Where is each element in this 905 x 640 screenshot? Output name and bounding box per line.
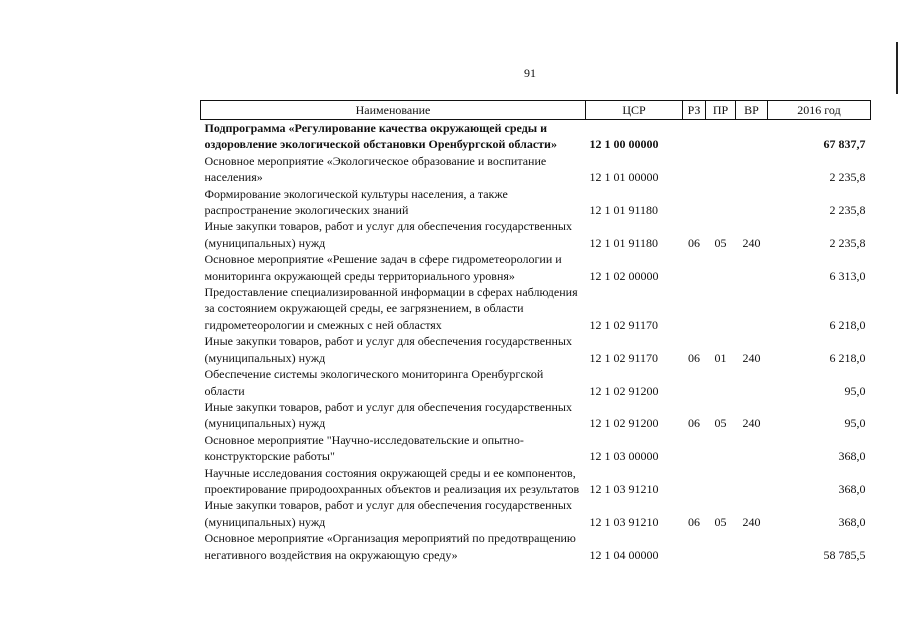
row-sum: 2 235,8 (829, 235, 866, 250)
row-csr: 12 1 03 00000 (589, 449, 659, 464)
row-sum: 368,0 (838, 481, 866, 496)
row-sum: 2 235,8 (829, 203, 866, 218)
row-csr: 12 1 02 00000 (589, 268, 659, 283)
row-sum: 368,0 (838, 514, 866, 529)
row-vr (736, 153, 768, 186)
row-name: Иные закупки товаров, работ и услуг для обеспечения государственных (муниципальных) нужд (204, 498, 572, 529)
row-pr (706, 251, 736, 284)
row-sum: 6 218,0 (829, 317, 866, 332)
header-name: Наименование (201, 101, 586, 120)
row-rz (683, 186, 706, 219)
row-name: Иные закупки товаров, работ и услуг для обеспечения государственных (муниципальных) нужд (204, 219, 572, 250)
header-pr: ПР (706, 101, 736, 120)
row-name: Основное мероприятие "Научно-исследовательские и опытно-конструкторские работы" (204, 432, 524, 464)
row-vr (736, 186, 768, 219)
table-row (201, 120, 871, 153)
table-row (201, 530, 871, 563)
row-pr: 05 (714, 416, 727, 431)
row-csr: 12 1 03 91210 (589, 481, 659, 496)
row-pr (706, 153, 736, 186)
row-csr: 12 1 01 00000 (589, 170, 659, 185)
row-vr (736, 432, 768, 465)
row-csr: 12 1 01 91180 (589, 235, 659, 250)
row-name: Обеспечение системы экологического мониторинга Оренбургской области (204, 367, 544, 398)
row-csr: 12 1 03 91210 (589, 514, 659, 529)
row-vr: 240 (742, 514, 761, 529)
row-vr: 240 (742, 235, 761, 250)
table-header-row (201, 101, 871, 120)
budget-table (200, 100, 871, 563)
row-rz: 06 (688, 350, 700, 365)
row-pr: 05 (714, 235, 727, 250)
row-rz (683, 284, 706, 333)
row-vr (736, 530, 768, 563)
row-csr: 12 1 04 00000 (589, 547, 659, 562)
header-csr: ЦСР (586, 101, 683, 120)
header-rz: РЗ (683, 101, 706, 120)
row-csr: 12 1 02 91170 (589, 350, 659, 365)
row-vr: 240 (742, 416, 761, 431)
row-rz (683, 465, 706, 498)
row-name: Основное мероприятие «Экологическое образование и воспитание населения» (204, 153, 547, 185)
table-row (201, 284, 871, 333)
row-rz (683, 120, 706, 153)
row-rz: 06 (688, 416, 700, 431)
row-sum: 58 785,5 (823, 547, 866, 562)
row-vr: 240 (742, 350, 761, 365)
row-pr: 05 (714, 514, 727, 529)
row-pr (706, 186, 736, 219)
row-csr: 12 1 02 91200 (589, 383, 659, 398)
row-rz (683, 432, 706, 465)
row-sum: 95,0 (844, 416, 866, 431)
row-rz (683, 251, 706, 284)
table-row (201, 465, 871, 498)
row-name: Предоставление специализированной информации в сферах наблюдения за состоянием окружающей среды, ее загрязнением, в области гидрометеорологии и смежных с ней областях (204, 285, 578, 332)
row-csr: 12 1 02 91200 (589, 416, 659, 431)
table-row (201, 497, 871, 530)
scan-edge-line (896, 42, 898, 94)
table-row (201, 251, 871, 284)
header-year: 2016 год (768, 101, 871, 120)
row-pr (706, 465, 736, 498)
row-rz (683, 153, 706, 186)
table-row (201, 432, 871, 465)
row-rz: 06 (688, 514, 700, 529)
row-pr (706, 530, 736, 563)
row-rz: 06 (688, 235, 700, 250)
row-csr: 12 1 02 91170 (589, 317, 659, 332)
row-csr: 12 1 00 00000 (589, 137, 659, 152)
table-row (201, 218, 871, 251)
row-sum: 368,0 (838, 449, 866, 464)
table-row (201, 333, 871, 366)
row-name: Формирование экологической культуры населения, а также распространение экологических знаний (204, 186, 508, 218)
row-vr (736, 284, 768, 333)
row-name: Научные исследования состояния окружающей среды и ее компонентов, проектирование природоохранных объектов и реализация их результатов (204, 465, 580, 496)
row-vr (736, 251, 768, 284)
row-name: Подпрограмма «Регулирование качества окружающей среды и оздоровление экологической обстановки Оренбургской области» (204, 121, 557, 152)
row-pr (706, 366, 736, 399)
row-sum: 67 837,7 (823, 137, 866, 152)
header-vr: ВР (736, 101, 768, 120)
row-rz (683, 530, 706, 563)
row-vr (736, 120, 768, 153)
row-sum: 6 313,0 (829, 268, 866, 283)
row-name: Основное мероприятие «Решение задач в сфере гидрометеорологии и мониторинга окружающей среды территориального уровня» (204, 252, 562, 283)
table-row (201, 366, 871, 399)
table-row (201, 153, 871, 186)
row-sum: 95,0 (844, 383, 866, 398)
page-number: 91 (524, 66, 536, 80)
row-sum: 6 218,0 (829, 350, 866, 365)
row-vr (736, 366, 768, 399)
row-sum: 2 235,8 (829, 170, 866, 185)
row-name: Иные закупки товаров, работ и услуг для обеспечения государственных (муниципальных) нужд (204, 334, 572, 365)
table-row (201, 399, 871, 432)
row-pr (706, 120, 736, 153)
row-name: Иные закупки товаров, работ и услуг для обеспечения государственных (муниципальных) нужд (204, 399, 572, 431)
table-row (201, 186, 871, 219)
row-pr (706, 432, 736, 465)
row-rz (683, 366, 706, 399)
row-vr (736, 465, 768, 498)
row-csr: 12 1 01 91180 (589, 203, 659, 218)
row-pr (706, 284, 736, 333)
row-pr: 01 (714, 350, 727, 365)
row-name: Основное мероприятие «Организация мероприятий по предотвращению негативного воздействия на окружающую среду» (204, 531, 576, 562)
